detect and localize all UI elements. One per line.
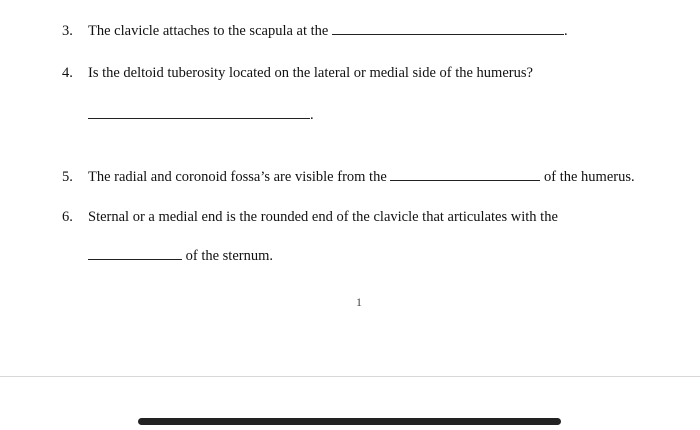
- question-number: 4.: [62, 65, 73, 81]
- question-text-after: of the sternum.: [182, 248, 274, 264]
- answer-blank[interactable]: [88, 106, 310, 119]
- question-text: [88, 168, 635, 186]
- question-6-continuation: [88, 247, 273, 265]
- answer-blank[interactable]: [390, 168, 540, 181]
- page-number: 1: [356, 295, 362, 309]
- question-number: 6.: [62, 209, 73, 225]
- question-text-after: .: [563, 23, 568, 39]
- question-text-before: The radial and coronoid fossa’s are visible from the: [88, 169, 391, 185]
- answer-blank[interactable]: [332, 22, 564, 35]
- answer-blank[interactable]: [88, 247, 182, 260]
- home-indicator[interactable]: [138, 418, 561, 425]
- answer-suffix: .: [310, 107, 314, 123]
- question-number: 5.: [62, 169, 73, 185]
- question-text: Sternal or a medial end is the rounded end of the clavicle that articulates with the: [88, 209, 558, 225]
- question-text-before: The clavicle attaches to the scapula at the: [88, 23, 332, 39]
- question-4-answer-line: [88, 106, 314, 124]
- question-text: [88, 22, 568, 40]
- question-text: Is the deltoid tuberosity located on the lateral or medial side of the humerus?: [88, 65, 533, 81]
- question-text-after: of the humerus.: [540, 169, 635, 185]
- page-divider: [0, 376, 700, 377]
- question-number: 3.: [62, 23, 73, 39]
